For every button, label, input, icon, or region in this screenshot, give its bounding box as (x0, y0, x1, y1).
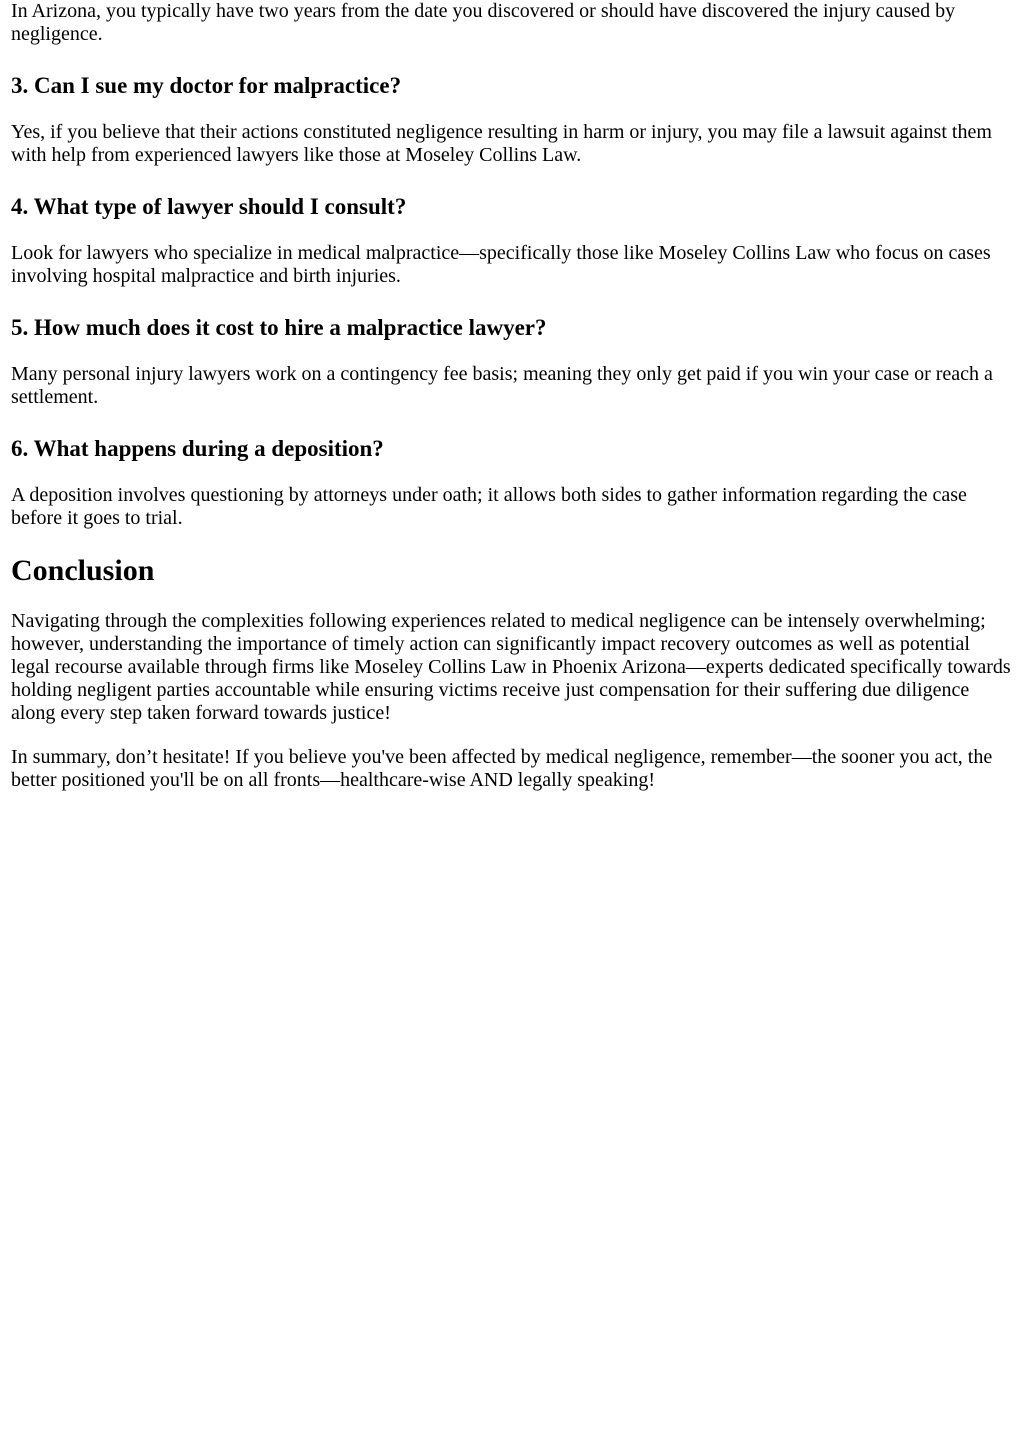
conclusion-paragraph-2: In summary, don’t hesitate! If you believe you've been affected by medical negligence, remember—the sooner you act, the better positioned you'll be on all fronts—healthcare-wise AND legally speaking! (11, 746, 993, 791)
faq-answer-5: Many personal injury lawyers work on a contingency fee basis; meaning they only get paid if you win your case or reach a settlement. (11, 363, 993, 408)
faq-answer-6: A deposition involves questioning by attorneys under oath; it allows both sides to gather information regarding the case before it goes to trial. (11, 484, 967, 529)
document-body (11, 0, 1013, 792)
conclusion-heading: Conclusion (11, 554, 155, 587)
faq-question-4: 4. What type of lawyer should I consult? (11, 194, 407, 219)
faq-answer-3: Yes, if you believe that their actions constituted negligence resulting in harm or injury, you may file a lawsuit against them with help from experienced lawyers like those at Moseley Collins Law. (11, 121, 992, 166)
faq-question-6: 6. What happens during a deposition? (11, 436, 384, 461)
faq-answer-4: Look for lawyers who specialize in medical malpractice—specifically those like Moseley Collins Law who focus on cases involving hospital malpractice and birth injuries. (11, 242, 991, 287)
intro-paragraph: In Arizona, you typically have two years from the date you discovered or should have discovered the injury caused by negligence. (11, 0, 956, 45)
faq-question-3: 3. Can I sue my doctor for malpractice? (11, 73, 402, 98)
faq-question-5: 5. How much does it cost to hire a malpractice lawyer? (11, 315, 547, 340)
conclusion-paragraph-1: Navigating through the complexities following experiences related to medical negligence can be intensely overwhelming; however, understanding the importance of timely action can significantly impact recovery outcomes as well as potential legal recourse available through firms like Moseley Collins Law in Phoenix Arizona—experts dedicated specifically towards holding negligent parties accountable while ensuring victims receive just compensation for their suffering due diligence along every step taken forward towards justice! (11, 610, 1011, 724)
